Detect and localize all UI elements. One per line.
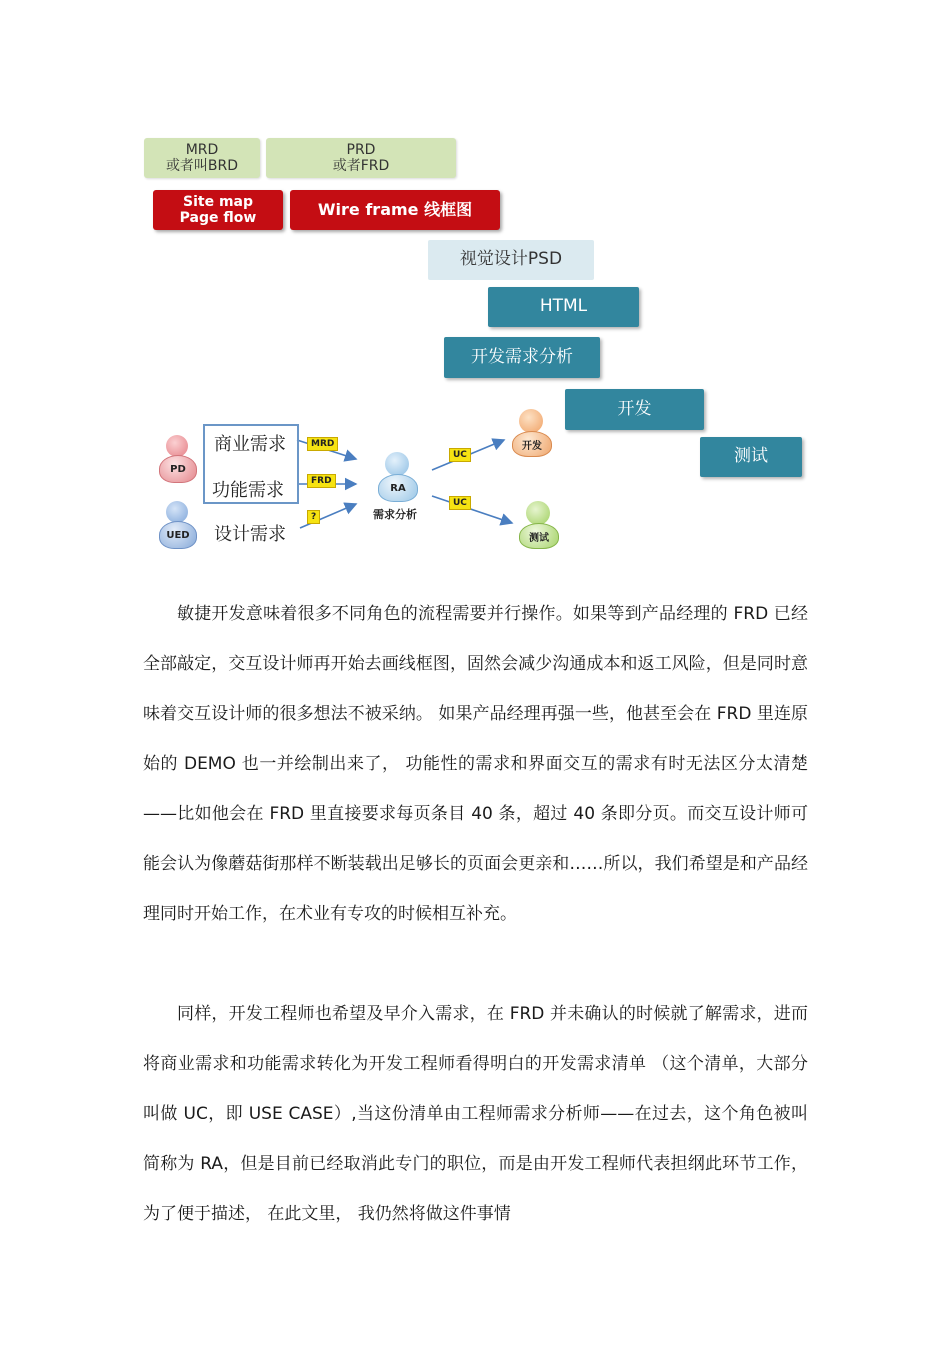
mrd-box [144,138,260,178]
frd-tag: FRD [307,474,336,488]
ued-avatar [158,501,198,549]
dev-analysis-box [444,337,600,378]
pd-label: PD [170,463,186,475]
uc-tag-bottom: UC [449,496,471,510]
prd-box [266,138,456,178]
ra-avatar [377,452,417,500]
ra-label: RA [390,482,406,494]
function-req-label: 功能需求 [212,480,284,501]
tester-avatar [518,501,558,549]
mrd-tag: MRD [307,437,338,451]
prd-subtitle: 或者FRD [332,158,390,174]
html-title: HTML [539,296,588,317]
wireframe-title: Wire frame 线框图 [317,199,473,219]
pd-avatar [158,435,198,483]
ra-caption: 需求分析 [373,508,417,521]
business-req-label: 商业需求 [214,434,286,455]
arrow-ra-to-test [432,496,512,523]
sitemap-box [153,190,283,230]
mrd-subtitle: 或者叫BRD [165,158,239,174]
ued-label: UED [166,529,190,541]
design-req-label: 设计需求 [214,524,286,545]
sitemap-title: Site map [183,193,253,210]
question-tag: ? [307,510,320,524]
html-box [488,287,639,327]
prd-title: PRD [346,141,376,158]
test-box [700,437,802,477]
visual-design-title: 视觉设计PSD [459,249,563,270]
develop-title: 开发 [617,398,652,419]
tester-label: 测试 [529,532,549,544]
test-title: 测试 [734,446,768,467]
developer-avatar [511,409,551,457]
visual-design-box [428,240,594,280]
dev-analysis-title: 开发需求分析 [471,346,573,367]
mrd-title: MRD [185,141,219,158]
uc-tag-top: UC [449,448,471,462]
paragraph-2: 同样，开发工程师也希望及早介入需求，在 FRD 并未确认的时候就了解需求，进而将商业需求和功能需求转化为开发工程师看得明白的开发需求清单 （这个清单，大部分叫做 UC，即 USE CASE）,当这份清单由工程师需求分析师——在过去，这个角色被叫简称为 RA，但是目前已经取消此专门的职位，而是由开发工程师代表担纲此环节工作， 为了便于描述， 在此文里， 我仍然将做这件事情 [143,1004,808,1224]
wireframe-box [290,190,500,230]
developer-label: 开发 [522,440,542,452]
develop-box [565,389,704,430]
pageflow-title: Page flow [179,210,257,226]
paragraph-1: 敏捷开发意味着很多不同角色的流程需要并行操作。如果等到产品经理的 FRD 已经全部敲定，交互设计师再开始去画线框图，固然会减少沟通成本和返工风险，但是同时意味着交互设计师的很多想法不被采纳。 如果产品经理再强一些，他甚至会在 FRD 里连原始的 DEMO 也一并绘制出来了， 功能性的需求和界面交互的需求有时无法区分太清楚——比如他会在 FRD 里直接要求每页条目 40 条，超过 40 条即分页。而交互设计师可能会认为像蘑菇街那样不断装载出足够长的页面会更亲和……所以，我们希望是和产品经理同时开始工作，在术业有专攻的时候相互补充。 [143,604,808,924]
